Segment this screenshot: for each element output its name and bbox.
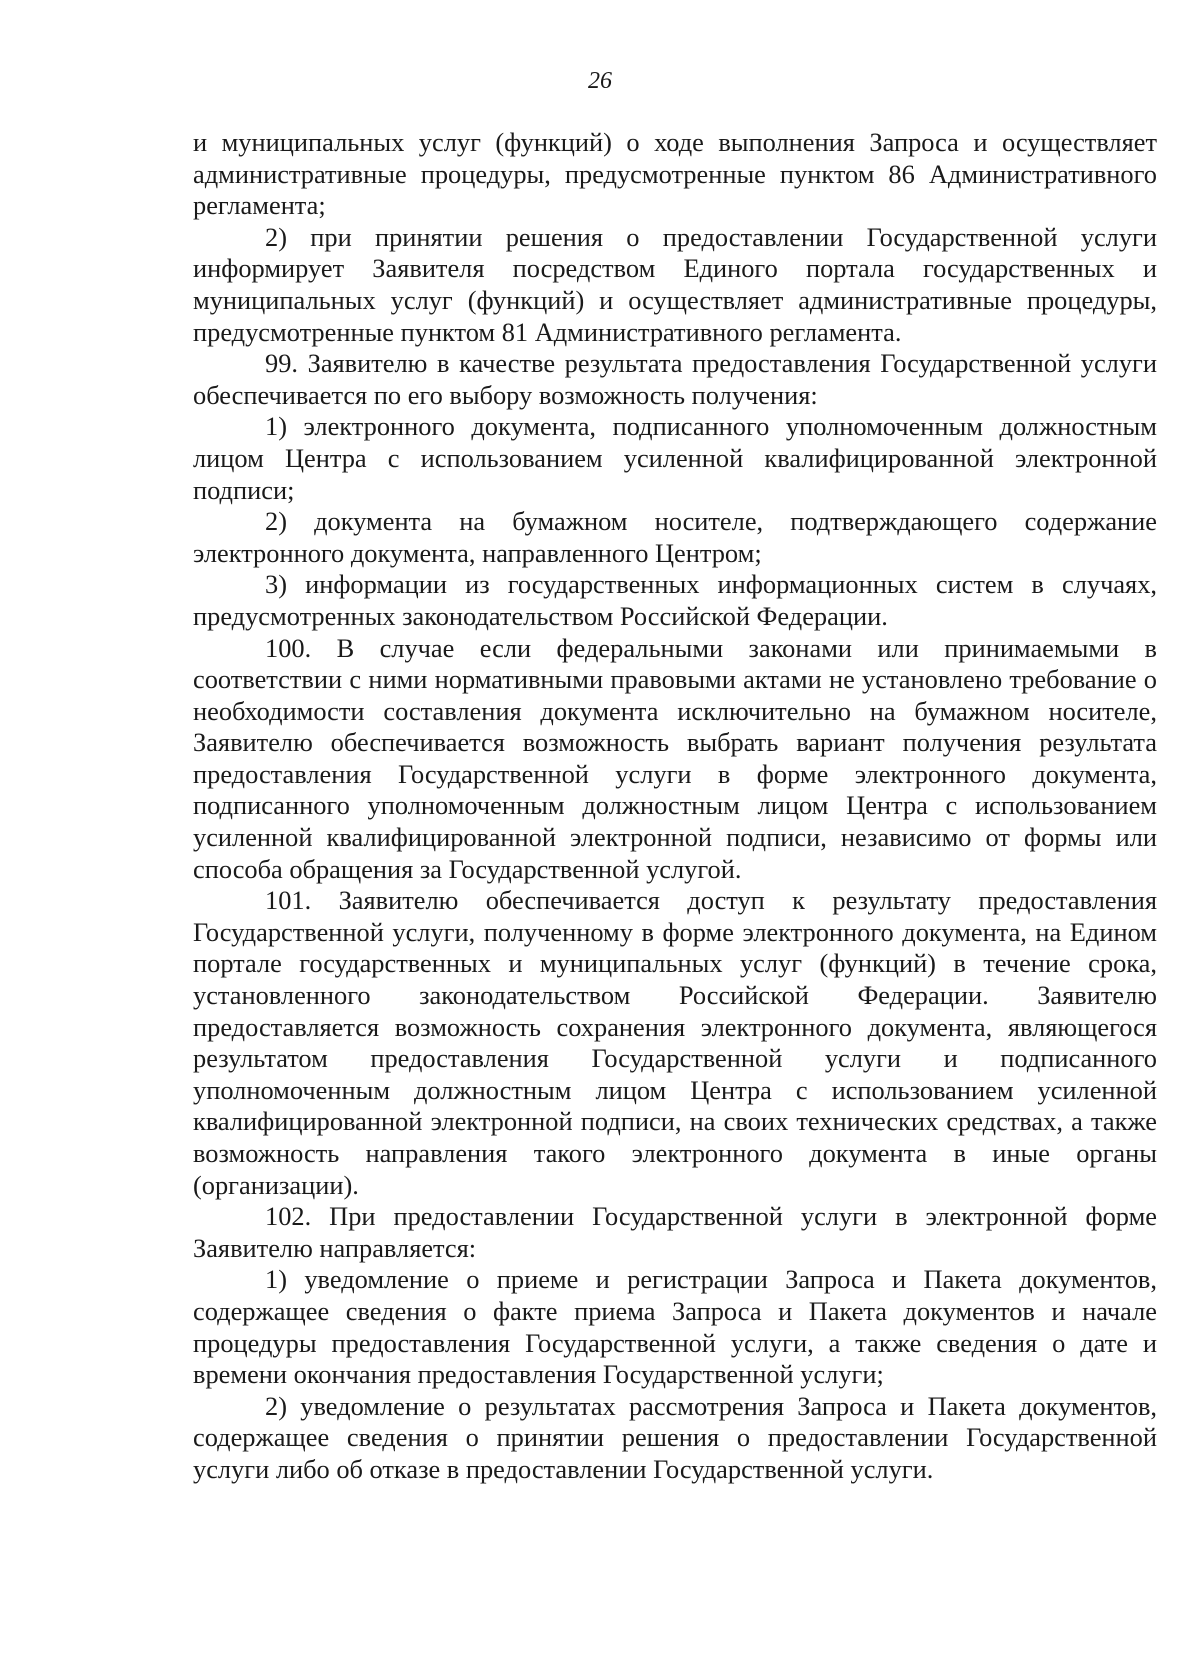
paragraph-101: 101. Заявителю обеспечивается доступ к результату предоставления Государственной услуги, полученному в форме электронного документа, на Едином портале государственных и муниципальных услуг (функций) в течение срока, установленного законодательством Российской Федерации. Заявителю предоставляется возможность сохранения электронного документа, являющегося результатом предоставления Государственной услуги и подписанного уполномоченным должностным лицом Центра с использованием усиленной квалифицированной электронной подписи, на своих технических средствах, а также возможность направления такого электронного документа в иные органы (организации). <box>193 885 1157 1200</box>
paragraph-continuation: и муниципальных услуг (функций) о ходе выполнения Запроса и осуществляет административные процедуры, предусмотренные пунктом 86 Административного регламента; <box>193 127 1157 221</box>
paragraph-99-item-2: 2) документа на бумажном носителе, подтверждающего содержание электронного документа, направленного Центром; <box>193 506 1157 568</box>
paragraph-102: 102. При предоставлении Государственной услуги в электронной форме Заявителю направляется: <box>193 1201 1157 1263</box>
paragraph-102-item-2: 2) уведомление о результатах рассмотрения Запроса и Пакета документов, содержащее сведения о принятии решения о предоставлении Государственной услуги либо об отказе в предоставлении Государственной услуги. <box>193 1390 1157 1484</box>
paragraph-item-2-inform: 2) при принятии решения о предоставлении Государственной услуги информирует Заявителя посредством Единого портала государственных и муниципальных услуг (функций) и осуществляет административные процедуры, предусмотренные пунктом 81 Административного регламента. <box>193 221 1157 347</box>
document-body <box>193 127 1157 1486</box>
page-number: 26 <box>588 68 612 94</box>
paragraph-99: 99. Заявителю в качестве результата предоставления Государственной услуги обеспечивается по его выбору возможность получения: <box>193 348 1157 410</box>
paragraph-99-item-1: 1) электронного документа, подписанного уполномоченным должностным лицом Центра с использованием усиленной квалифицированной электронной подписи; <box>193 411 1157 505</box>
paragraph-99-item-3: 3) информации из государственных информационных систем в случаях, предусмотренных законодательством Российской Федерации. <box>193 569 1157 631</box>
paragraph-100: 100. В случае если федеральными законами или принимаемыми в соответствии с ними нормативными правовыми актами не установлено требование о необходимости составления документа исключительно на бумажном носителе, Заявителю обеспечивается возможность выбрать вариант получения результата предоставления Государственной услуги в форме электронного документа, подписанного уполномоченным должностным лицом Центра с использованием усиленной квалифицированной электронной подписи, независимо от формы или способа обращения за Государственной услугой. <box>193 632 1157 884</box>
paragraph-102-item-1: 1) уведомление о приеме и регистрации Запроса и Пакета документов, содержащее сведения о факте приема Запроса и Пакета документов и начале процедуры предоставления Государственной услуги, а также сведения о дате и времени окончания предоставления Государственной услуги; <box>193 1264 1157 1390</box>
